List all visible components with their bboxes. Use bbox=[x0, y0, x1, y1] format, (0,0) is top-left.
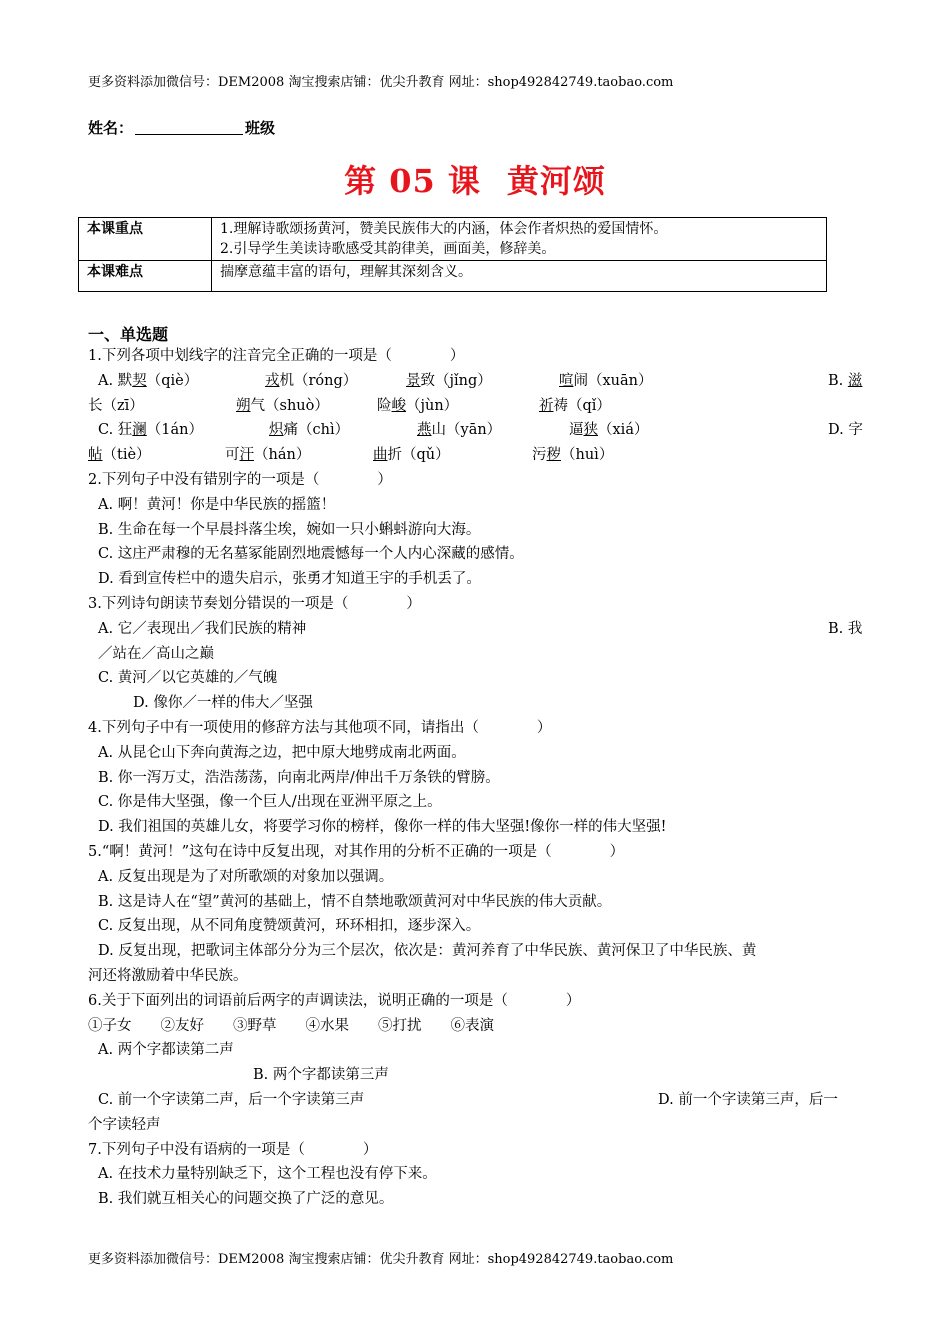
q3-options-line-1 bbox=[88, 617, 865, 642]
q1-options-line-1 bbox=[88, 369, 865, 394]
q1-c-word-3: 燕山（yān） bbox=[417, 422, 502, 439]
q3-option-a[interactable]: A. 它／表现出／我们民族的精神 bbox=[98, 620, 307, 637]
q2-option-a[interactable]: A. 啊！黄河！你是中华民族的摇篮！ bbox=[98, 496, 336, 513]
q5-option-d[interactable]: D. 反复出现，把歌词主体部分分为三个层次，依次是：黄河养育了中华民族、黄河保卫了中华民族、黄 bbox=[98, 943, 757, 960]
q1-b-word-3: 险峻（jùn） bbox=[377, 397, 459, 414]
q1-d-word-3: 曲折（qǔ） bbox=[373, 447, 450, 464]
key-point-2: 2.引导学生美读诗歌感受其韵律美，画面美，修辞美。 bbox=[220, 241, 556, 257]
q1-options-line-3 bbox=[88, 418, 865, 443]
q5-stem: 5.“啊！黄河！”这句在诗中反复出现，对其作用的分析不正确的一项是（ ） bbox=[88, 843, 625, 860]
q3-option-c[interactable]: C. 黄河／以它英雄的／气魄 bbox=[98, 670, 278, 687]
q1-a-word-4: 喧闹（xuān） bbox=[559, 372, 653, 389]
name-label: 姓名： bbox=[88, 119, 134, 137]
q6-options-line-3 bbox=[88, 1088, 865, 1113]
lesson-number: 第 05 课 bbox=[344, 162, 481, 200]
q2-option-d[interactable]: D. 看到宣传栏中的遗失启示，张勇才知道王宇的手机丢了。 bbox=[98, 571, 481, 588]
lesson-title bbox=[0, 156, 950, 202]
q5-option-c[interactable]: C. 反复出现，从不同角度赞颂黄河，环环相扣，逐步深入。 bbox=[98, 918, 481, 935]
q7-stem: 7.下列句子中没有语病的一项是（ ） bbox=[88, 1141, 378, 1158]
lesson-name: 黄河颂 bbox=[506, 162, 606, 200]
q1-d-word-2: 可汗（hán） bbox=[225, 447, 311, 464]
goals-row-key bbox=[79, 218, 827, 261]
q3-options-line-4 bbox=[88, 691, 865, 716]
q1-d-word-1: 帖（tiè） bbox=[88, 447, 151, 464]
q4-stem: 4.下列句子中有一项使用的修辞方法与其他项不同，请指出（ ） bbox=[88, 719, 552, 736]
name-blank[interactable] bbox=[135, 120, 243, 135]
q1-options-line-2 bbox=[88, 394, 865, 419]
q1-c-word-4: 逼狭（xiá） bbox=[569, 422, 649, 439]
key-points bbox=[212, 218, 827, 261]
q1-option-b[interactable]: B. 滋 bbox=[828, 372, 863, 389]
q6-stem: 6.关于下面列出的词语前后两字的声调读法，说明正确的一项是（ ） bbox=[88, 992, 581, 1009]
footer-note: 更多资料添加微信号：DEM2008 淘宝搜索店铺：优尖升教育 网址：shop492842749.taobao.com bbox=[88, 1252, 674, 1267]
q4-option-d[interactable]: D. 我们祖国的英雄儿女，将要学习你的榜样，像你一样的伟大坚强!像你一样的伟大坚强! bbox=[98, 819, 667, 836]
q6-items: ①子女 ②友好 ③野草 ④水果 ⑤打扰 ⑥表演 bbox=[88, 1017, 494, 1034]
q1-option-d[interactable]: D. 字 bbox=[828, 422, 863, 439]
lesson-goals-table bbox=[78, 217, 827, 292]
q6-options-line-2 bbox=[88, 1063, 865, 1088]
q1-options-line-4 bbox=[88, 443, 865, 468]
class-label: 班级 bbox=[245, 119, 276, 137]
q5-option-a[interactable]: A. 反复出现是为了对所歌颂的对象加以强调。 bbox=[98, 868, 394, 885]
q6-option-d[interactable]: D. 前一个字读第三声，后一 bbox=[658, 1091, 838, 1108]
q6-option-a[interactable]: A. 两个字都读第二声 bbox=[98, 1042, 234, 1059]
student-name-line bbox=[88, 117, 275, 138]
q1-a-word-3: 景致（jǐng） bbox=[406, 372, 492, 389]
goals-row-hard bbox=[79, 261, 827, 292]
q2-option-c[interactable]: C. 这庄严肃穆的无名墓冢能剧烈地震憾每一个人内心深藏的感情。 bbox=[98, 546, 524, 563]
hard-point-1: 揣摩意蕴丰富的语句，理解其深刻含义。 bbox=[212, 261, 827, 292]
q5-option-b[interactable]: B. 这是诗人在“望”黄河的基础上，情不自禁地歌颂黄河对中华民族的伟大贡献。 bbox=[98, 893, 612, 910]
hard-label: 本课难点 bbox=[79, 261, 212, 292]
q4-option-c[interactable]: C. 你是伟大坚强，像一个巨人/出现在亚洲平原之上。 bbox=[98, 794, 442, 811]
q7-option-a[interactable]: A. 在技术力量特别缺乏下，这个工程也没有停下来。 bbox=[98, 1166, 437, 1183]
key-point-1: 1.理解诗歌颂扬黄河，赞美民族伟大的内涵，体会作者炽热的爱国情怀。 bbox=[220, 221, 668, 237]
q1-a-word-2: 戎机（róng） bbox=[265, 372, 358, 389]
q1-d-word-4: 污秽（huì） bbox=[532, 447, 614, 464]
header-note: 更多资料添加微信号：DEM2008 淘宝搜索店铺：优尖升教育 网址：shop492842749.taobao.com bbox=[88, 75, 674, 90]
q1-c-word-2: 炽痛（chì） bbox=[269, 422, 350, 439]
q4-option-a[interactable]: A. 从昆仑山下奔向黄海之边，把中原大地劈成南北两面。 bbox=[98, 744, 466, 761]
q1-b-word-4: 祈祷（qǐ） bbox=[539, 397, 611, 414]
q6-option-b[interactable]: B. 两个字都读第三声 bbox=[253, 1067, 389, 1084]
q6-option-c[interactable]: C. 前一个字读第二声，后一个字读第三声 bbox=[98, 1091, 365, 1108]
q3-option-d[interactable]: D. 像你／一样的伟大／坚强 bbox=[133, 695, 313, 712]
q3-stem: 3.下列诗句朗读节奏划分错误的一项是（ ） bbox=[88, 595, 421, 612]
q1-stem: 1.下列各项中划线字的注音完全正确的一项是（ ） bbox=[88, 348, 465, 364]
q7-option-b[interactable]: B. 我们就互相关心的问题交换了广泛的意见。 bbox=[98, 1191, 394, 1208]
key-label: 本课重点 bbox=[79, 218, 212, 261]
q4-option-b[interactable]: B. 你一泻万丈，浩浩荡荡，向南北两岸/伸出千万条铁的臂膀。 bbox=[98, 769, 500, 786]
q5-option-d-cont: 河还将激励着中华民族。 bbox=[88, 967, 248, 984]
q3-options-line-2 bbox=[88, 642, 865, 667]
q1-option-a[interactable]: A. 默契（qiè） bbox=[98, 372, 199, 389]
section-title: 一、单选题 bbox=[88, 325, 169, 344]
q1-b-word-1-cont: 长（zī） bbox=[88, 397, 144, 414]
q2-option-b[interactable]: B. 生命在每一个早晨抖落尘埃，婉如一只小蝌蚪游向大海。 bbox=[98, 521, 481, 538]
questions bbox=[88, 344, 865, 1212]
q3-option-b[interactable]: B. 我 bbox=[828, 620, 863, 637]
q1-option-c[interactable]: C. 狂澜（1án） bbox=[98, 422, 204, 439]
q6-option-d-cont: 个字读轻声 bbox=[88, 1116, 161, 1133]
q3-option-b-cont: ／站在／高山之巅 bbox=[98, 645, 214, 662]
q2-stem: 2.下列句子中没有错别字的一项是（ ） bbox=[88, 471, 392, 488]
q1-b-word-2: 朔气（shuò） bbox=[236, 397, 329, 414]
